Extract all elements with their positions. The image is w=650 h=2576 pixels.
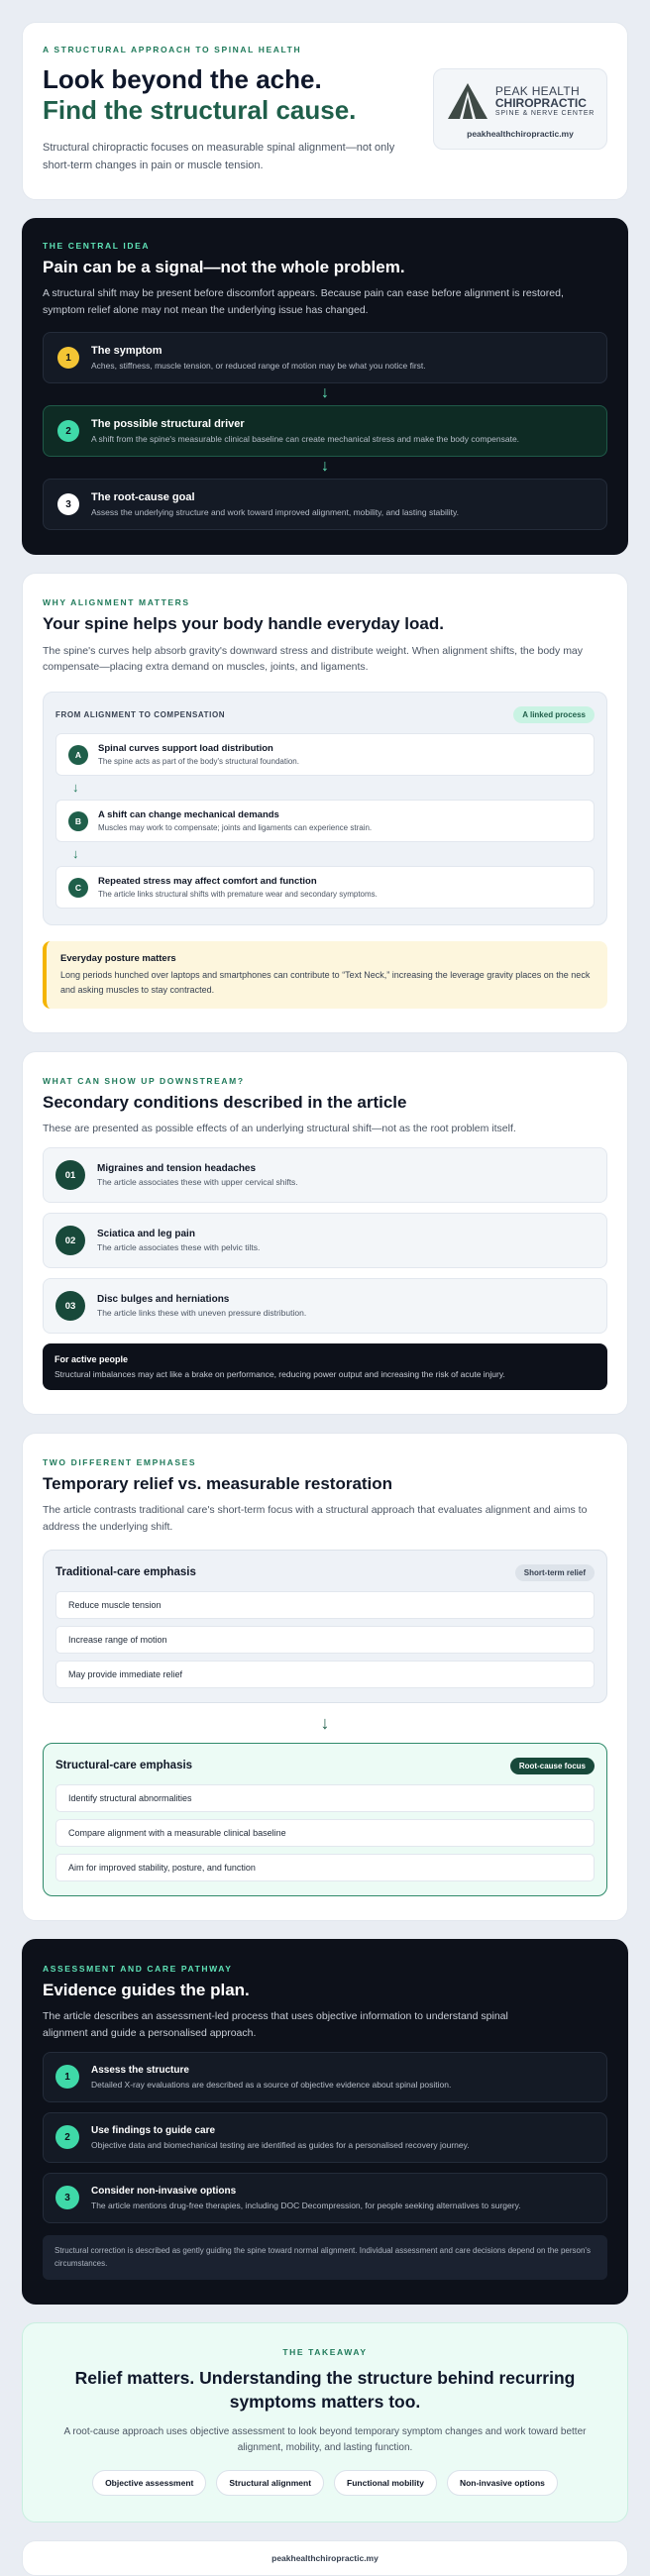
takeaway-chip: Functional mobility	[334, 2470, 437, 2496]
why-alignment-eyebrow: WHY ALIGNMENT MATTERS	[43, 597, 190, 608]
emphases-title: Temporary relief vs. measurable restoration	[43, 1474, 393, 1494]
flow-item-title: Repeated stress may affect comfort and function	[98, 876, 317, 888]
hero-text	[43, 45, 409, 175]
assessment-step-number: 2	[55, 2125, 79, 2149]
downstream-eyebrow: WHAT CAN SHOW UP DOWNSTREAM?	[43, 1076, 245, 1087]
condition-title: Sciatica and leg pain	[97, 1229, 195, 1240]
takeaway-eyebrow: THE TAKEAWAY	[282, 2347, 368, 2358]
traditional-care-item: Reduce muscle tension	[55, 1591, 595, 1619]
posture-note	[43, 941, 607, 1009]
why-alignment-card	[22, 573, 628, 1033]
downstream-title: Secondary conditions described in the article	[43, 1093, 407, 1113]
active-title: For active people	[54, 1354, 129, 1365]
footer-url-link[interactable]: peakhealthchiropractic.my	[271, 2552, 379, 2563]
downstream-intro: These are presented as possible effects of an underlying structural shift—not as the root problem itself.	[43, 1123, 516, 1135]
brand-logo	[444, 81, 596, 121]
logo-url-link[interactable]: peakhealthchiropractic.my	[467, 129, 574, 139]
flow-item-description: The spine acts as part of the body's structural foundation.	[98, 757, 299, 767]
condition-number: 01	[55, 1160, 85, 1190]
step-description: Assess the underlying structure and work toward improved alignment, mobility, and lasting stability.	[91, 507, 460, 518]
hero-card	[22, 22, 628, 200]
flow-item-description: The article links structural shifts with premature wear and secondary symptoms.	[98, 890, 378, 900]
arrow-down-icon: ↓	[72, 846, 79, 862]
step-title: The root-cause goal	[91, 491, 195, 504]
structural-care-title: Structural-care emphasis	[55, 1760, 193, 1772]
central-idea-card	[22, 218, 628, 556]
assessment-step-description: The article mentions drug-free therapies, including DOC Decompression, for people seeking alternatives to surgery.	[91, 2200, 521, 2210]
flow-item	[55, 800, 595, 842]
flow-letter: A	[68, 745, 88, 765]
structural-care-badge: Root-cause focus	[510, 1758, 595, 1774]
flow-item	[55, 866, 595, 909]
assessment-step-title: Consider non-invasive options	[91, 2185, 237, 2197]
takeaway-chip: Non-invasive options	[447, 2470, 558, 2496]
condition-description: The article associates these with pelvic tilts.	[97, 1242, 261, 1253]
condition-description: The article associates these with upper cervical shifts.	[97, 1177, 298, 1188]
active-text: Structural imbalances may act like a brake on performance, reducing power output and increasing the risk of acute injury.	[54, 1369, 505, 1380]
assessment-card	[22, 1939, 628, 2305]
central-idea-title: Pain can be a signal—not the whole problem.	[43, 257, 405, 276]
logo-line3: SPINE & NERVE CENTER	[494, 109, 596, 117]
condition-title: Disc bulges and herniations	[97, 1294, 230, 1306]
emphases-eyebrow: TWO DIFFERENT EMPHASES	[43, 1457, 197, 1468]
condition-item	[43, 1278, 607, 1334]
flow-letter: B	[68, 811, 88, 831]
flow-title: FROM ALIGNMENT TO COMPENSATION	[55, 710, 226, 720]
arrow-down-icon: ↓	[320, 1712, 330, 1733]
takeaway-chips	[53, 2470, 597, 2496]
takeaway-chip: Structural alignment	[216, 2470, 324, 2496]
emphases-intro: The article contrasts traditional care's short-term focus with a structural approach that evaluates alignment and aims to address the underlying shift.	[43, 1504, 588, 1534]
step-symptom	[43, 332, 607, 383]
hero-title-line2: Find the structural cause.	[43, 95, 357, 126]
brand-logo-box	[433, 68, 607, 150]
traditional-care-title: Traditional-care emphasis	[55, 1566, 196, 1579]
structural-care-item: Compare alignment with a measurable clinical baseline	[55, 1819, 595, 1847]
downstream-card	[22, 1051, 628, 1415]
mountain-logo-icon	[446, 81, 489, 121]
condition-item	[43, 1213, 607, 1268]
traditional-care-panel	[43, 1550, 607, 1703]
logo-line1: PEAK HEALTH	[494, 83, 580, 98]
why-alignment-intro: The spine's curves help absorb gravity's downward stress and distribute weight. When alignment shifts, the body may compensate—placing extra demand on muscles, joints, and ligaments.	[43, 644, 584, 674]
flow-item-description: Muscles may work to compensate; joints and ligaments can experience strain.	[98, 823, 373, 833]
assessment-footnote: Structural correction is described as gently guiding the spine toward normal alignment. Individual assessment and care decisions depend on the person's circumstances.	[43, 2235, 607, 2281]
assessment-step-description: Objective data and biomechanical testing are identified as guides for a personalised recovery journey.	[91, 2139, 470, 2150]
active-people-box	[43, 1343, 607, 1390]
step-description: Aches, stiffness, muscle tension, or reduced range of motion may be what you notice first.	[91, 361, 426, 372]
flow-badge: A linked process	[513, 706, 595, 723]
assessment-step	[43, 2173, 607, 2223]
assessment-intro: The article describes an assessment-led process that uses objective information to understand spinal alignment and guide a personalised approach.	[43, 2010, 508, 2039]
condition-item	[43, 1147, 607, 1203]
takeaway-card	[22, 2322, 628, 2522]
step-description: A shift from the spine's measurable clinical baseline can create mechanical stress and make the body compensate.	[91, 434, 520, 445]
emphases-card	[22, 1433, 628, 1921]
traditional-care-badge: Short-term relief	[515, 1564, 595, 1581]
takeaway-title: Relief matters. Understanding the structure behind recurring symptoms matters too.	[74, 2368, 576, 2412]
alignment-flow	[43, 692, 607, 925]
arrow-down-icon: ↓	[72, 780, 79, 796]
assessment-title: Evidence guides the plan.	[43, 1980, 250, 1999]
flow-letter: C	[68, 878, 88, 898]
step-number: 2	[57, 420, 79, 442]
condition-description: The article links these with uneven pressure distribution.	[97, 1308, 307, 1319]
step-structural-driver	[43, 405, 607, 457]
why-alignment-title: Your spine helps your body handle everyday load.	[43, 614, 444, 634]
central-idea-eyebrow: THE CENTRAL IDEA	[43, 240, 151, 251]
condition-number: 02	[55, 1226, 85, 1255]
central-idea-intro: A structural shift may be present before discomfort appears. Because pain can ease before alignment is restored, symptom relief alone may not mean the underlying issue has changed.	[43, 286, 564, 316]
takeaway-text: A root-cause approach uses objective assessment to look beyond temporary symptom changes and work toward better alignment, mobility, and lasting function.	[63, 2425, 587, 2453]
assessment-step-number: 1	[55, 2065, 79, 2089]
hero-description: Structural chiropractic focuses on measurable spinal alignment—not only short-term changes in pain or muscle tension.	[43, 142, 395, 171]
flow-item-title: A shift can change mechanical demands	[98, 809, 279, 821]
arrow-down-icon: ↓	[321, 458, 329, 476]
structural-care-item: Identify structural abnormalities	[55, 1784, 595, 1812]
hero-title-line1: Look beyond the ache.	[43, 64, 322, 94]
step-root-cause-goal	[43, 479, 607, 530]
assessment-eyebrow: ASSESSMENT AND CARE PATHWAY	[43, 1963, 233, 1974]
condition-number: 03	[55, 1291, 85, 1321]
assessment-step-title: Use findings to guide care	[91, 2124, 216, 2136]
traditional-care-item: Increase range of motion	[55, 1626, 595, 1654]
step-number: 1	[57, 347, 79, 369]
assessment-step	[43, 2052, 607, 2102]
note-text: Long periods hunched over laptops and smartphones can contribute to “Text Neck,” increasing the leverage gravity places on the neck and asking muscles to stay contracted.	[60, 970, 591, 995]
assessment-step	[43, 2112, 607, 2163]
assessment-step-title: Assess the structure	[91, 2064, 189, 2076]
note-title: Everyday posture matters	[60, 953, 176, 965]
footer	[22, 2540, 628, 2576]
flow-item	[55, 733, 595, 776]
takeaway-chip: Objective assessment	[92, 2470, 206, 2496]
logo-line2: CHIROPRACTIC	[494, 96, 587, 111]
condition-title: Migraines and tension headaches	[97, 1163, 257, 1175]
step-number: 3	[57, 493, 79, 515]
assessment-step-description: Detailed X-ray evaluations are described as a source of objective evidence about spinal position.	[91, 2079, 452, 2090]
traditional-care-item: May provide immediate relief	[55, 1661, 595, 1688]
step-title: The symptom	[91, 345, 162, 358]
hero-eyebrow: A STRUCTURAL APPROACH TO SPINAL HEALTH	[43, 45, 302, 54]
flow-item-title: Spinal curves support load distribution	[98, 743, 273, 755]
arrow-down-icon: ↓	[321, 384, 329, 402]
assessment-step-number: 3	[55, 2186, 79, 2209]
structural-care-panel	[43, 1743, 607, 1896]
step-title: The possible structural driver	[91, 418, 245, 431]
structural-care-item: Aim for improved stability, posture, and function	[55, 1854, 595, 1881]
